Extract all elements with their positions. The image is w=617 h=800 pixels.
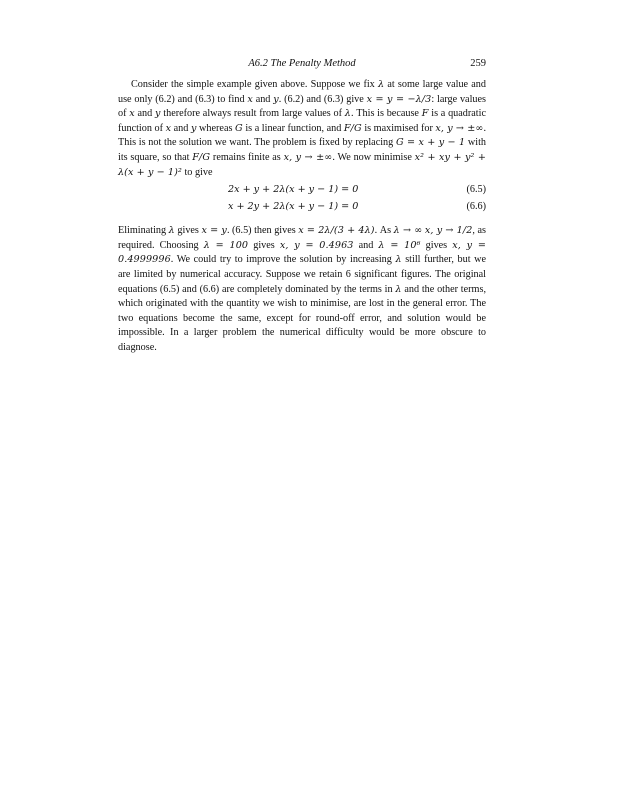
- text: . (6.2) and (6.3) give: [278, 93, 367, 105]
- math: x = 2λ/(3 + 4λ): [298, 225, 375, 237]
- math: y: [190, 122, 197, 134]
- math: F/G: [192, 151, 211, 163]
- equation-expression: x + 2y + 2λ(x + y − 1) = 0: [228, 201, 359, 213]
- math: λ → ∞: [393, 225, 423, 237]
- math: λ = 100: [203, 239, 249, 251]
- text: Consider the simple example given above. Suppose we fix: [131, 79, 378, 90]
- text: gives: [420, 239, 453, 251]
- text: . (6.5) then gives: [226, 225, 299, 237]
- math: x: [129, 108, 135, 120]
- math: x = y: [201, 225, 227, 237]
- text: with its square, so that: [118, 137, 486, 163]
- math: x: [165, 122, 172, 134]
- text: gives: [174, 225, 202, 237]
- text: . This is not the solution we want. The problem is fixed by replacing: [118, 122, 487, 149]
- equation-6-6: [118, 201, 486, 218]
- math: x, y → 1/2: [424, 225, 473, 237]
- equation-number: (6.5): [466, 184, 486, 196]
- equation-number: (6.6): [466, 201, 486, 213]
- text: . As: [374, 225, 394, 237]
- math: λ: [344, 108, 351, 120]
- text: and: [353, 239, 379, 251]
- math: x, y → ±∞: [435, 122, 484, 134]
- math: F/G: [343, 122, 362, 134]
- equation-6-5: [118, 184, 486, 201]
- math: x, y = 0.4999996: [118, 239, 487, 266]
- math: x² + xy + y² + λ(x + y − 1)²: [118, 151, 486, 178]
- text: remains finite as: [210, 151, 284, 163]
- math: x, y → ±∞: [283, 151, 333, 163]
- page-number: 259: [470, 58, 486, 69]
- math: λ = 10⁶: [378, 239, 421, 251]
- math: λ: [168, 225, 175, 237]
- text: to give: [181, 166, 213, 178]
- text: is a quadratic function of: [118, 108, 486, 134]
- text: . We could try to improve the solution by increasing: [170, 254, 396, 266]
- text: and the other terms, which originated with the quantity we wish to minimise, are lost in the general error. The two equations become the same, except for round-off error, and solution would be impossible. In a larger problem the numerical difficulty would be more obscure to diagnose.: [118, 283, 486, 353]
- running-header: [118, 58, 486, 74]
- text: and: [171, 122, 191, 134]
- math: λ: [395, 283, 402, 295]
- running-title: A6.2 The Penalty Method: [248, 58, 356, 69]
- text: and: [252, 93, 274, 105]
- paragraph-1: [118, 78, 486, 180]
- text: Eliminating: [118, 225, 169, 237]
- math: x = y = −λ/3: [366, 93, 432, 105]
- math: λ: [395, 254, 402, 266]
- math: F: [421, 108, 429, 120]
- text: and: [134, 108, 155, 120]
- text: , as required. Choosing: [118, 225, 486, 251]
- math: λ: [377, 79, 385, 90]
- math: x, y = 0.4963: [279, 239, 354, 251]
- equation-block: [118, 184, 486, 218]
- text: whereas: [196, 122, 235, 134]
- math: G: [235, 122, 243, 134]
- text: gives: [248, 239, 280, 251]
- equation-expression: 2x + y + 2λ(x + y − 1) = 0: [228, 184, 359, 196]
- text: at some large value and use only (6.2) and (6.3) to find: [118, 79, 486, 105]
- math: y: [155, 108, 161, 120]
- text: is maximised for: [361, 122, 436, 134]
- math: G = x + y − 1: [395, 137, 466, 149]
- text: . We now minimise: [332, 151, 415, 163]
- text: therefore always result from large values of: [160, 108, 345, 120]
- page: [118, 58, 486, 356]
- text: still further, but we are limited by numerical accuracy. Suppose we retain 6 significant figures. The original equations (6.5) and (6.6) are completely dominated by the terms in: [118, 254, 486, 295]
- text: . This is because: [350, 108, 422, 120]
- math: y: [273, 93, 279, 105]
- text: is a linear function, and: [242, 122, 344, 134]
- paragraph-2: [118, 224, 486, 355]
- math: x: [247, 93, 253, 105]
- text: : large values of: [118, 93, 486, 120]
